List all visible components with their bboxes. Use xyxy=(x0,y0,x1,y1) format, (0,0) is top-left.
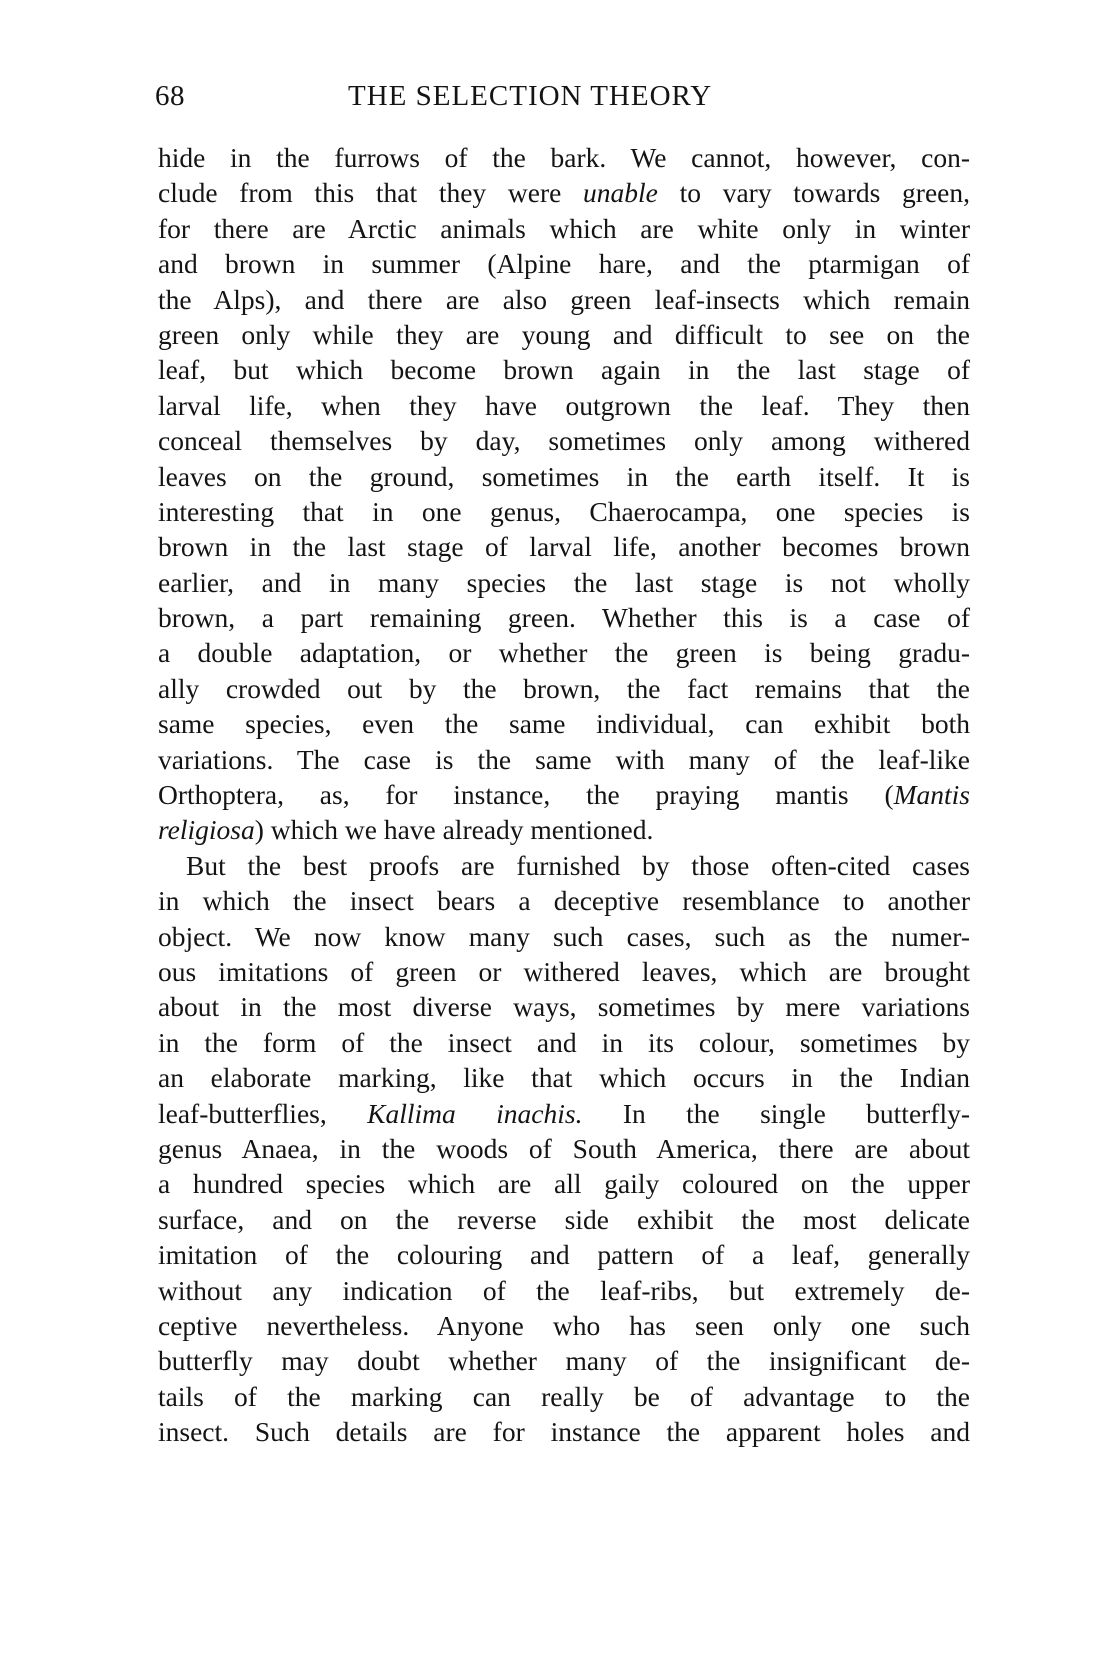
text-segment: same species, even the same individual, can exhibit both xyxy=(158,708,970,740)
text-line xyxy=(158,671,970,706)
text-segment: for there are Arctic animals which are white only in winter xyxy=(158,212,970,244)
text-segment: leaf, but which become brown again in the last stage of xyxy=(158,354,970,386)
text-segment: ous imitations of green or withered leaves, which are brought xyxy=(158,955,970,987)
text-segment: In the single butterfly- xyxy=(582,1097,971,1129)
text-line xyxy=(158,1343,970,1378)
text-segment: object. We now know many such cases, such as the numer- xyxy=(158,920,970,952)
text-segment: brown in the last stage of larval life, another becomes brown xyxy=(158,531,970,563)
text-line xyxy=(158,1273,970,1308)
text-line xyxy=(158,1379,970,1414)
text-segment: butterfly may doubt whether many of the insignificant de- xyxy=(158,1345,970,1377)
text-segment: the Alps), and there are also green leaf-insects which remain xyxy=(158,283,970,315)
text-line xyxy=(158,565,970,600)
text-line xyxy=(158,777,970,812)
text-line xyxy=(158,635,970,670)
text-line xyxy=(158,423,970,458)
text-line xyxy=(158,1166,970,1201)
text-line xyxy=(158,1025,970,1060)
text-line xyxy=(158,1096,970,1131)
book-page xyxy=(155,80,971,1449)
text-line xyxy=(158,175,970,210)
page-number: 68 xyxy=(155,80,185,112)
text-line xyxy=(158,919,970,954)
text-segment: earlier, and in many species the last stage is not wholly xyxy=(158,566,970,598)
text-segment: larval life, when they have outgrown the leaf. They then xyxy=(158,389,970,421)
text-line xyxy=(158,459,970,494)
text-segment: ceptive nevertheless. Anyone who has seen only one such xyxy=(158,1309,970,1341)
text-line xyxy=(158,706,970,741)
text-line xyxy=(158,1237,970,1272)
text-segment: ally crowded out by the brown, the fact remains that the xyxy=(158,672,970,704)
text-segment: clude from this that they were xyxy=(158,177,584,209)
text-segment: green only while they are young and difficult to see on the xyxy=(158,318,970,350)
italic-term: unable xyxy=(583,177,658,209)
text-segment: leaves on the ground, sometimes in the earth itself. It is xyxy=(158,460,970,492)
running-title: THE SELECTION THEORY xyxy=(348,80,713,112)
text-segment: without any indication of the leaf-ribs, but extremely de- xyxy=(158,1274,970,1306)
text-segment: and brown in summer (Alpine hare, and the ptarmigan of xyxy=(158,248,970,280)
text-segment: tails of the marking can really be of advantage to the xyxy=(158,1380,970,1412)
text-segment: genus Anaea, in the woods of South America, there are about xyxy=(158,1132,970,1164)
text-line xyxy=(158,1414,970,1449)
text-line xyxy=(158,1202,970,1237)
text-segment: insect. Such details are for instance the apparent holes and xyxy=(158,1416,970,1448)
body-text xyxy=(158,140,970,1449)
text-segment: ) which we have already mentioned. xyxy=(254,814,654,846)
text-segment: imitation of the colouring and pattern of a leaf, generally xyxy=(158,1239,970,1271)
text-segment: variations. The case is the same with many of the leaf-like xyxy=(158,743,970,775)
text-line xyxy=(158,246,970,281)
text-line xyxy=(158,954,970,989)
text-line xyxy=(158,352,970,387)
text-line xyxy=(158,742,970,777)
text-segment: a hundred species which are all gaily coloured on the upper xyxy=(158,1168,970,1200)
text-segment: to vary towards green, xyxy=(657,177,970,209)
text-segment: leaf-butterflies, xyxy=(158,1097,368,1129)
italic-term: religiosa xyxy=(158,814,255,846)
text-line xyxy=(158,282,970,317)
text-line xyxy=(158,812,970,847)
text-line xyxy=(158,1308,970,1343)
text-line xyxy=(158,317,970,352)
text-line xyxy=(158,529,970,564)
text-segment: Orthoptera, as, for instance, the praying mantis ( xyxy=(158,779,894,811)
text-line xyxy=(158,883,970,918)
text-segment: brown, a part remaining green. Whether this is a case of xyxy=(158,602,970,634)
text-line xyxy=(158,1131,970,1166)
text-line xyxy=(158,989,970,1024)
text-line xyxy=(158,494,970,529)
text-line xyxy=(158,848,970,883)
text-segment: surface, and on the reverse side exhibit the most delicate xyxy=(158,1203,970,1235)
text-segment: about in the most diverse ways, sometimes by mere variations xyxy=(158,991,970,1023)
text-segment: in which the insect bears a deceptive resemblance to another xyxy=(158,885,970,917)
running-head xyxy=(155,80,970,124)
text-line xyxy=(158,388,970,423)
text-segment: in the form of the insect and in its colour, sometimes by xyxy=(158,1026,970,1058)
text-segment: hide in the furrows of the bark. We cannot, however, con- xyxy=(158,142,970,173)
text-line xyxy=(158,600,970,635)
text-line xyxy=(158,211,970,246)
text-segment: an elaborate marking, like that which occurs in the Indian xyxy=(158,1062,970,1094)
text-segment: conceal themselves by day, sometimes only among withered xyxy=(158,425,970,457)
text-segment: But the best proofs are furnished by those often-cited cases xyxy=(186,849,970,881)
italic-term: Kallima inachis. xyxy=(367,1097,583,1129)
text-line xyxy=(158,140,970,175)
italic-term: Mantis xyxy=(893,779,970,811)
text-segment: a double adaptation, or whether the green is being gradu- xyxy=(158,637,970,669)
text-segment: interesting that in one genus, Chaerocampa, one species is xyxy=(158,495,970,527)
text-line xyxy=(158,1060,970,1095)
